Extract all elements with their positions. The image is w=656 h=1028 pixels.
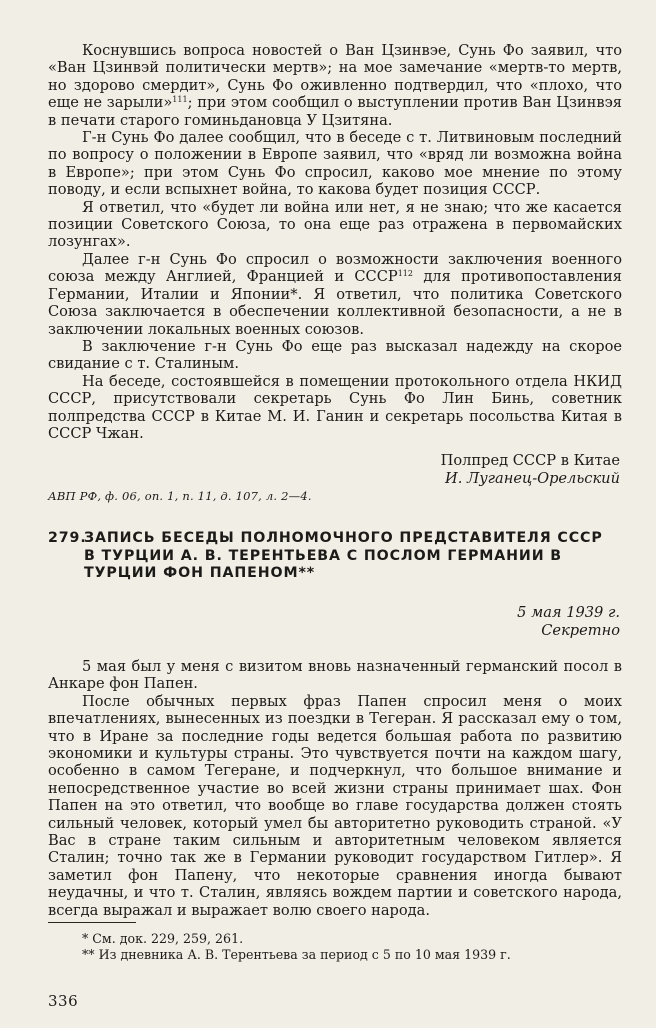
signature-block	[320, 452, 620, 488]
endnote-marker: 111	[172, 95, 188, 105]
document-date: 5 мая 1939 г.	[517, 604, 620, 621]
paragraph: Далее г-н Сунь Фо спросил о возможности заключения военного союза между Англией, Францией и СССР$^{112}$ для противопоставления Германии, Италии и Японии*. Я ответил, что политика Советского Союза заключается в обеспечении коллективной безопасности, а не в заключении локальных военных союзов.	[48, 250, 622, 338]
footnote: ** Из дневника А. В. Терентьева за период с 5 по 10 мая 1939 г.	[82, 947, 511, 962]
footnote: * См. док. 229, 259, 261.	[82, 931, 244, 946]
lower-text-block	[48, 658, 622, 919]
paragraph: После обычных первых фраз Папен спросил меня о моих впечатлениях, вынесенных из поездки в Тегеран. Я рассказал ему о том, что в Иране за последние годы ведется большая работа по развитию экономики и культуры страны. Это чувствуется почти на каждом шагу, особенно в самом Тегеране, и подчеркнул, что большое внимание и непосредственное участие во всей жизни страны принимает шах. Фон Папен на это ответил, что вообще во главе государства должен стоять сильный человек, который умел бы авторитетно руководить страной. «У Вас в стране таким сильным и авторитетным человеком является Сталин; точно так же в Германии руководит государством Гитлер». Я заметил фон Папену, что некоторые сравнения иногда бывают неудачны, и что т. Сталин, являясь вождем партии и советского народа, всегда выражал и выражает волю своего народа.	[48, 692, 622, 919]
document-title-rest: В ТУРЦИИ А. В. ТЕРЕНТЬЕВА С ПОСЛОМ ГЕРМАНИИ В ТУРЦИИ ФОН ПАПЕНОМ**	[84, 547, 563, 581]
upper-text-block	[48, 42, 622, 442]
paragraph: На беседе, состоявшейся в помещении протокольного отдела НКИД СССР, присутствовали секретарь Сунь Фо Лин Бинь, советник полпредства СССР в Китае М. И. Ганин и секретарь посольства Китая в СССР Чжан.	[48, 372, 622, 442]
paragraph: В заключение г-н Сунь Фо еще раз высказал надежду на скорое свидание с т. Сталиным.	[48, 337, 622, 373]
archive-reference: АВП РФ, ф. 06, оп. 1, п. 11, д. 107, л. 2—4.	[48, 489, 312, 503]
document-heading	[48, 530, 622, 583]
paragraph: Г-н Сунь Фо далее сообщил, что в беседе с т. Литвиновым последний по вопросу о положении в Европе заявил, что «вряд ли возможна война в Европе»; при этом Сунь Фо спросил, каково мое мнение по этому поводу, и если вспыхнет война, то какова будет позиция СССР.	[48, 129, 622, 199]
footnote-divider	[48, 922, 136, 923]
footnotes	[82, 931, 622, 963]
dateline	[320, 604, 620, 640]
endnote-marker: 112	[397, 269, 413, 279]
classification-label: Секретно	[541, 622, 620, 639]
signature-name: И. Луганец-Орельский	[445, 470, 620, 487]
signature-position: Полпред СССР в Китае	[440, 452, 620, 469]
document-number: 279.	[48, 530, 87, 546]
paragraph: 5 мая был у меня с визитом вновь назначенный германский посол в Анкаре фон Папен.	[48, 658, 622, 693]
page-number: 336	[48, 992, 79, 1010]
paragraph: Коснувшись вопроса новостей о Ван Цзинвэе, Сунь Фо заявил, что «Ван Цзинвэй политически мертв»; на мое замечание «мертв-то мертв, но здорово смердит», Сунь Фо оживленно подтвердил, что «плохо, что еще не зарыли»$^{111}$; при этом сообщил о выступлении против Ван Цзинвэя в печати старого гоминьдановца У Цзитяна.	[48, 42, 622, 129]
paragraph: Я ответил, что «будет ли война или нет, я не знаю; что же касается позиции Советского Союза, то она еще раз отражена в первомайских лозунгах».	[48, 198, 622, 251]
document-title-line: ЗАПИСЬ БЕСЕДЫ ПОЛНОМОЧНОГО ПРЕДСТАВИТЕЛЯ СССР	[84, 530, 603, 546]
